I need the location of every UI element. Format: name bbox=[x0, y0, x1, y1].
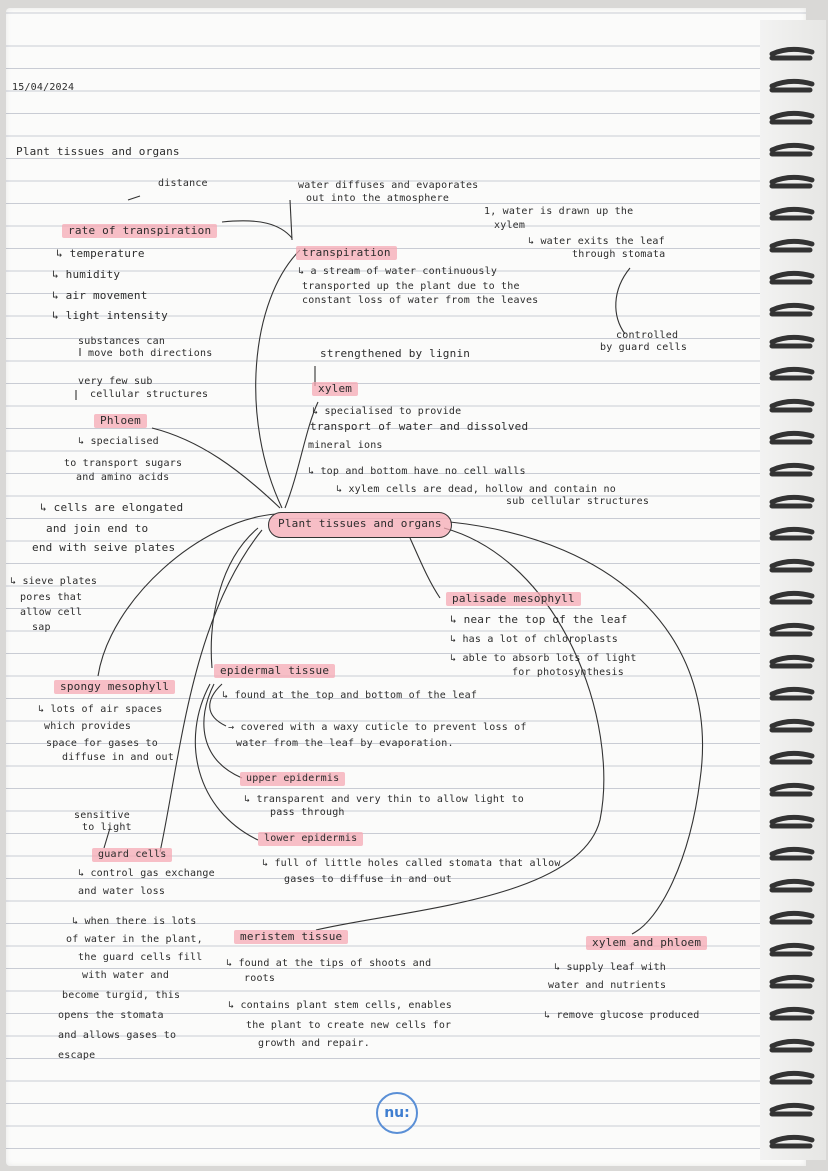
connector-spongy bbox=[98, 514, 276, 676]
xylem-desc: transport of water and dissolved bbox=[310, 420, 529, 433]
transpiration-heading: transpiration bbox=[296, 246, 397, 260]
guard-more: of water in the plant, bbox=[66, 934, 203, 945]
transpiration-top-note: out into the atmosphere bbox=[306, 193, 450, 204]
sieve-plates-note: ↳ sieve plates bbox=[10, 576, 98, 587]
transpiration-top-note: water diffuses and evaporates bbox=[298, 180, 479, 191]
spongy-desc: diffuse in and out bbox=[62, 752, 174, 763]
controlled-note: by guard cells bbox=[600, 342, 688, 353]
center-label: Plant tissues and organs bbox=[278, 517, 442, 530]
transpiration-right-note: 1, water is drawn up the bbox=[484, 206, 634, 217]
sieve-plates-note: pores that bbox=[20, 592, 83, 603]
rate-of-transpiration-heading: rate of transpiration bbox=[62, 224, 217, 238]
xylem-heading: xylem bbox=[312, 382, 358, 396]
connector-transpiration bbox=[256, 250, 300, 508]
transpiration-desc: ↳ a stream of water continuously bbox=[298, 266, 498, 277]
phloem-note: cellular structures bbox=[90, 389, 209, 400]
epidermal-heading: epidermal tissue bbox=[214, 664, 335, 678]
guard-desc: and water loss bbox=[78, 886, 166, 897]
transpiration-right-note: ↳ water exits the leaf bbox=[528, 236, 665, 247]
epidermal-desc: → covered with a waxy cuticle to prevent loss of bbox=[228, 722, 527, 733]
phloem-cells: and join end to bbox=[46, 522, 149, 535]
xylem-desc: ↳ specialised to provide bbox=[312, 406, 462, 417]
guard-more: and allows gases to bbox=[58, 1030, 177, 1041]
xylem-desc: mineral ions bbox=[308, 440, 383, 451]
controlled-note: controlled bbox=[616, 330, 679, 341]
phloem-cells: ↳ cells are elongated bbox=[40, 501, 184, 514]
distance-note: distance bbox=[158, 178, 208, 189]
guard-note: to light bbox=[82, 822, 132, 833]
connector-rate bbox=[222, 221, 292, 238]
xylem-phloem-desc: ↳ remove glucose produced bbox=[544, 1010, 700, 1021]
spongy-desc: ↳ lots of air spaces bbox=[38, 704, 163, 715]
xylem-phloem-desc: water and nutrients bbox=[548, 980, 667, 991]
rate-factor-item: ↳ air movement bbox=[52, 289, 148, 302]
meristem-desc: ↳ found at the tips of shoots and bbox=[226, 958, 432, 969]
guard-more: with water and bbox=[82, 970, 170, 981]
xylem-phloem-heading: xylem and phloem bbox=[586, 936, 707, 950]
connector-palisade bbox=[410, 538, 440, 598]
phloem-desc: and amino acids bbox=[76, 472, 170, 483]
sieve-plates-note: allow cell bbox=[20, 607, 83, 618]
palisade-item: ↳ able to absorb lots of light bbox=[450, 653, 637, 664]
epidermal-desc: water from the leaf by evaporation. bbox=[236, 738, 454, 749]
guard-more: become turgid, this bbox=[62, 990, 181, 1001]
guard-more: opens the stomata bbox=[58, 1010, 164, 1021]
phloem-heading: Phloem bbox=[94, 414, 147, 428]
palisade-item: ↳ near the top of the leaf bbox=[450, 613, 628, 626]
lower-epidermis-heading: lower epidermis bbox=[258, 832, 363, 846]
xylem-note: strengthened by lignin bbox=[320, 347, 471, 360]
rate-factor-item: ↳ light intensity bbox=[52, 309, 168, 322]
guard-note: sensitive bbox=[74, 810, 130, 821]
guard-more: ↳ when there is lots bbox=[72, 916, 197, 927]
transpiration-desc: constant loss of water from the leaves bbox=[302, 295, 539, 306]
xylem-top-bottom: ↳ top and bottom have no cell walls bbox=[308, 466, 526, 477]
lower-epidermis-desc: gases to diffuse in and out bbox=[284, 874, 452, 885]
lower-epidermis-desc: ↳ full of little holes called stomata that allow bbox=[262, 858, 561, 869]
meristem-desc: the plant to create new cells for bbox=[246, 1020, 452, 1031]
transpiration-right-note: xylem bbox=[494, 220, 526, 231]
sieve-plates-note: sap bbox=[32, 622, 51, 633]
phloem-desc: to transport sugars bbox=[64, 458, 183, 469]
upper-epidermis-desc: pass through bbox=[270, 807, 345, 818]
meristem-desc: growth and repair. bbox=[258, 1038, 370, 1049]
phloem-note: very few sub bbox=[78, 376, 153, 387]
upper-epidermis-heading: upper epidermis bbox=[240, 772, 345, 786]
spongy-desc: which provides bbox=[44, 721, 132, 732]
epidermal-desc: ↳ found at the top and bottom of the leaf bbox=[222, 690, 478, 701]
rate-factor-item: ↳ temperature bbox=[56, 247, 145, 260]
xylem-cells: ↳ xylem cells are dead, hollow and contain no bbox=[336, 484, 616, 495]
spongy-desc: space for gases to bbox=[46, 738, 158, 749]
rate-factor-item: ↳ humidity bbox=[52, 268, 121, 281]
meristem-desc: roots bbox=[244, 973, 276, 984]
guard-cells-heading: guard cells bbox=[92, 848, 172, 862]
meristem-desc: ↳ contains plant stem cells, enables bbox=[228, 1000, 452, 1011]
palisade-item: for photosynthesis bbox=[512, 667, 624, 678]
nu-logo: nu: bbox=[376, 1092, 418, 1134]
guard-more: the guard cells fill bbox=[78, 952, 203, 963]
transpiration-desc: transported up the plant due to the bbox=[302, 281, 520, 292]
transpiration-right-note: through stomata bbox=[572, 249, 666, 260]
meristem-heading: meristem tissue bbox=[234, 930, 348, 944]
upper-epidermis-desc: ↳ transparent and very thin to allow light to bbox=[244, 794, 524, 805]
phloem-cells: end with seive plates bbox=[32, 541, 176, 554]
phloem-note: substances can bbox=[78, 336, 166, 347]
phloem-desc: ↳ specialised bbox=[78, 436, 159, 447]
phloem-note: move both directions bbox=[88, 348, 213, 359]
guard-desc: ↳ control gas exchange bbox=[78, 868, 215, 879]
page-title: Plant tissues and organs bbox=[16, 145, 180, 158]
xylem-phloem-desc: ↳ supply leaf with bbox=[554, 962, 666, 973]
palisade-item: ↳ has a lot of chloroplasts bbox=[450, 634, 618, 645]
page-date: 15/04/2024 bbox=[12, 82, 75, 93]
xylem-cells: sub cellular structures bbox=[506, 496, 650, 507]
spongy-heading: spongy mesophyll bbox=[54, 680, 175, 694]
connector-epidermal bbox=[211, 528, 258, 668]
palisade-heading: palisade mesophyll bbox=[446, 592, 581, 606]
guard-more: escape bbox=[58, 1050, 96, 1061]
